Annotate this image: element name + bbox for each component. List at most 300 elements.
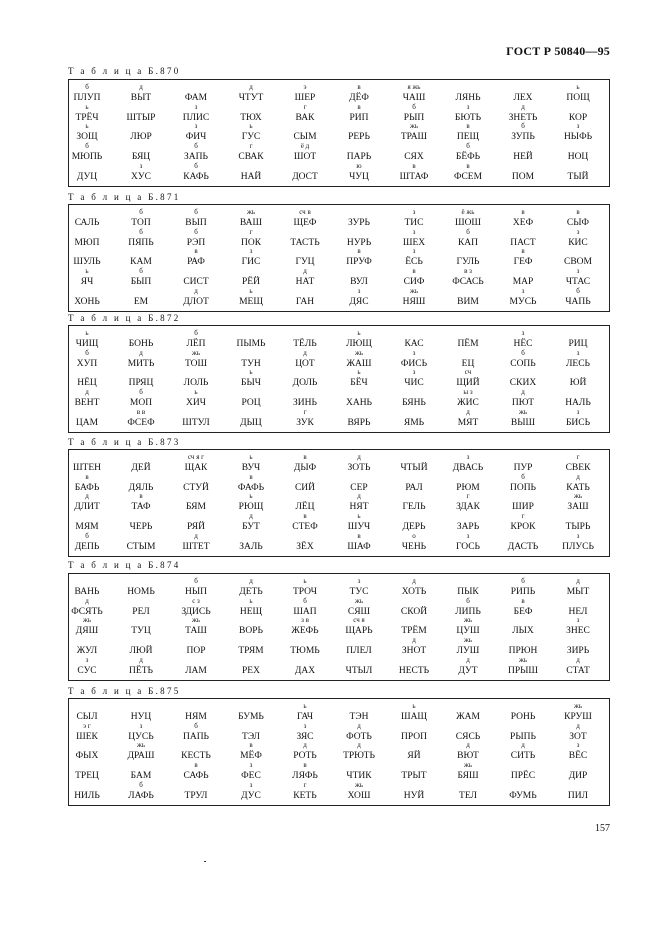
phonetic-marker: б — [85, 532, 89, 540]
table-cell — [441, 741, 495, 762]
word-text: РЕХ — [242, 666, 260, 676]
word-text: КИС — [568, 238, 588, 248]
word-text: ЧТАС — [565, 277, 591, 287]
word-text: ЗДАК — [456, 502, 480, 512]
phonetic-marker: з — [194, 103, 198, 111]
table-cell — [441, 453, 495, 474]
word-text: СВАК — [238, 152, 264, 162]
word-text: ВАК — [295, 113, 315, 123]
word-text: ЗУРЬ — [348, 218, 370, 228]
table-cell — [224, 453, 278, 474]
word-text: ЛУШ — [456, 646, 480, 656]
word-text: СИФ — [403, 277, 425, 287]
table-cell — [441, 597, 495, 618]
phonetic-marker: ь — [249, 453, 253, 461]
phonetic-marker: в — [466, 162, 470, 170]
word-text: ФСЕФ — [127, 418, 155, 428]
table-cell — [332, 388, 386, 409]
word-text: ГУЛЬ — [456, 257, 480, 267]
phonetic-marker: д — [521, 741, 525, 749]
table-cell — [278, 616, 332, 637]
word-text: ЖУЛ — [76, 646, 98, 656]
table-cell — [169, 492, 223, 513]
table-cell — [496, 577, 550, 598]
phonetic-marker: в — [412, 267, 416, 275]
table-cell — [169, 162, 223, 183]
table-cell — [387, 616, 441, 637]
phonetic-marker: жь — [518, 408, 528, 416]
table-cell — [441, 247, 495, 268]
word-text: БЁЧ — [350, 378, 368, 388]
word-text: ДУТ — [458, 666, 478, 676]
word-text: ЗИНЬ — [293, 398, 317, 408]
table-cell — [551, 722, 605, 743]
word-text: ЗАШ — [567, 502, 589, 512]
word-text: НЯТ — [349, 502, 369, 512]
word-text: ВЮТ — [457, 751, 479, 761]
phonetic-marker: жь — [463, 616, 473, 624]
phonetic-marker: з — [412, 368, 416, 376]
table-cell — [332, 349, 386, 370]
word-text: ДЛОТ — [183, 297, 209, 307]
word-text: ШОШ — [454, 218, 482, 228]
phonetic-marker: г — [303, 103, 307, 111]
word-text: ПРЮН — [508, 646, 538, 656]
table-cell — [551, 228, 605, 249]
word-text: ЗУПЬ — [511, 132, 535, 142]
word-text: РАЛ — [405, 483, 423, 493]
word-text: КАТЬ — [566, 483, 590, 493]
table-cell — [496, 473, 550, 494]
word-text: ДЫФ — [293, 463, 317, 473]
table-cell — [224, 781, 278, 802]
word-text: РИЦ — [568, 339, 588, 349]
word-text: БЮТЬ — [454, 113, 482, 123]
table-cell — [332, 368, 386, 389]
word-text: ЯМЬ — [403, 418, 425, 428]
word-text: ТИС — [404, 218, 424, 228]
word-text: ПЛИС — [182, 113, 210, 123]
table-cell — [224, 512, 278, 533]
table-cell — [441, 267, 495, 288]
table-cell — [278, 781, 332, 802]
phonetic-marker: з — [466, 453, 470, 461]
table-cell — [278, 349, 332, 370]
table-cell — [169, 722, 223, 743]
phonetic-marker: жь — [573, 492, 583, 500]
phonetic-marker: ё д — [300, 142, 310, 150]
table-cell — [278, 122, 332, 143]
phonetic-marker: ь — [85, 329, 89, 337]
table-cell — [278, 103, 332, 124]
table-cell — [224, 103, 278, 124]
phonetic-marker: ь — [194, 388, 198, 396]
phonetic-marker: д — [249, 577, 253, 585]
table-label: Т а б л и ц а Б.871 — [68, 192, 181, 202]
table-cell — [551, 781, 605, 802]
table-cell — [496, 349, 550, 370]
phonetic-marker: д — [85, 597, 89, 605]
table-cell — [114, 722, 168, 743]
table-cell — [224, 492, 278, 513]
table-cell — [114, 741, 168, 762]
word-text: ШУЧ — [347, 522, 371, 532]
table-cell — [551, 512, 605, 533]
table-cell — [551, 473, 605, 494]
word-text: ТРЕЦ — [75, 771, 99, 781]
table-cell — [60, 122, 114, 143]
word-text: МЯТ — [457, 418, 479, 428]
word-text: ХОТЬ — [401, 587, 427, 597]
phonetic-marker: жь — [82, 616, 92, 624]
word-text: ЕЦ — [461, 359, 475, 369]
word-text: ДЕРЬ — [402, 522, 426, 532]
word-text: ХОНЬ — [74, 297, 100, 307]
word-text: СИТЬ — [510, 751, 536, 761]
table-cell — [60, 247, 114, 268]
table-cell — [332, 492, 386, 513]
word-text: ЧАПЬ — [565, 297, 591, 307]
word-text: ВАНЬ — [74, 587, 100, 597]
table-cell — [169, 512, 223, 533]
table-cell — [278, 597, 332, 618]
table-cell — [114, 512, 168, 533]
word-text: МЕЩ — [239, 297, 263, 307]
phonetic-marker: ь — [303, 577, 307, 585]
word-text: МЮПЬ — [71, 152, 103, 162]
word-text: ВЁС — [568, 751, 588, 761]
phonetic-marker: сч я — [353, 616, 365, 624]
word-text: ДИР — [568, 771, 588, 781]
table-cell — [224, 267, 278, 288]
phonetic-marker: б — [466, 142, 470, 150]
table-cell — [278, 656, 332, 677]
table-cell — [60, 781, 114, 802]
word-text: ШЕР — [294, 93, 316, 103]
table-cell — [114, 532, 168, 553]
word-text: КАС — [404, 339, 424, 349]
word-text: ПЕЩ — [456, 132, 480, 142]
word-text: ПАРЬ — [346, 152, 372, 162]
table-cell — [551, 162, 605, 183]
phonetic-marker: в — [139, 492, 143, 500]
word-text: ФАФЬ — [237, 483, 265, 493]
table-cell — [224, 761, 278, 782]
word-text: ТОШ — [184, 359, 208, 369]
table-cell — [332, 162, 386, 183]
word-text: МУСЬ — [509, 297, 537, 307]
table-cell — [224, 83, 278, 104]
table-cell — [496, 228, 550, 249]
phonetic-marker: в — [357, 532, 361, 540]
phonetic-marker: г — [249, 142, 253, 150]
word-text: БЫЧ — [241, 378, 261, 388]
table-cell — [496, 741, 550, 762]
word-text: СЕР — [350, 483, 368, 493]
phonetic-marker: г — [466, 492, 470, 500]
word-text: ГУС — [241, 132, 261, 142]
table-cell — [114, 83, 168, 104]
phonetic-marker: з — [576, 741, 580, 749]
table-cell — [332, 512, 386, 533]
table-cell — [278, 267, 332, 288]
table-cell — [60, 83, 114, 104]
word-text: ЧТУТ — [238, 93, 264, 103]
table-cell — [496, 781, 550, 802]
table-cell — [551, 702, 605, 723]
word-text: ДАСТЬ — [507, 542, 539, 552]
word-text: ЮЙ — [569, 378, 587, 388]
page-number: 157 — [595, 823, 610, 834]
table-cell — [387, 368, 441, 389]
table-cell — [332, 741, 386, 762]
table-cell — [551, 577, 605, 598]
phonetic-marker: б — [412, 103, 416, 111]
table-cell — [224, 616, 278, 637]
word-text: РИПЬ — [510, 587, 536, 597]
word-text: ТЫЙ — [567, 172, 589, 182]
table-cell — [387, 453, 441, 474]
phonetic-marker: д — [85, 492, 89, 500]
table-cell — [60, 702, 114, 723]
table-cell — [169, 577, 223, 598]
word-text: ПИЛ — [567, 791, 589, 801]
table-cell — [387, 512, 441, 533]
word-text: ФЕС — [241, 771, 261, 781]
word-text: ГАЧ — [296, 712, 314, 722]
word-text: НЁС — [513, 339, 533, 349]
phonetic-marker: д — [357, 722, 361, 730]
table-cell — [551, 122, 605, 143]
table-cell — [441, 577, 495, 598]
table-cell — [496, 492, 550, 513]
phonetic-marker: жь — [354, 597, 364, 605]
word-text: ЧЕНЬ — [401, 542, 427, 552]
table-cell — [332, 577, 386, 598]
word-text: ЖАШ — [346, 359, 372, 369]
word-text: ТУН — [241, 359, 261, 369]
word-text: ФИЧ — [185, 132, 207, 142]
phonetic-marker: б — [521, 122, 525, 130]
word-text: НЫФЬ — [563, 132, 593, 142]
word-text: СТУЙ — [183, 483, 209, 493]
phonetic-marker: д — [412, 577, 416, 585]
word-text: ШАП — [293, 607, 317, 617]
table-cell — [169, 349, 223, 370]
stray-mark — [204, 861, 206, 862]
table-cell — [278, 368, 332, 389]
phonetic-marker: з — [412, 349, 416, 357]
phonetic-marker: б — [194, 208, 198, 216]
word-text: ДЯШ — [75, 626, 99, 636]
word-text: ПЯПЬ — [128, 238, 154, 248]
word-text: ХОШ — [347, 791, 371, 801]
table-cell — [60, 492, 114, 513]
table-cell — [441, 208, 495, 229]
word-text: ТАСТЬ — [290, 238, 320, 248]
table-cell — [551, 388, 605, 409]
word-text: ТРЯМ — [238, 646, 264, 656]
table-cell — [387, 492, 441, 513]
table-cell — [278, 722, 332, 743]
word-text: СЫФ — [566, 218, 590, 228]
phonetic-marker: д — [521, 103, 525, 111]
word-text: СКИХ — [509, 378, 537, 388]
word-text: ГИС — [241, 257, 261, 267]
table-cell — [60, 287, 114, 308]
table-cell — [169, 702, 223, 723]
phonetic-marker: з — [357, 287, 361, 295]
phonetic-marker: в — [249, 473, 253, 481]
word-text: ПАПЬ — [182, 732, 210, 742]
table-cell — [169, 208, 223, 229]
word-text: ЧЕРЬ — [129, 522, 153, 532]
table-cell — [224, 532, 278, 553]
word-text: ХАНЬ — [345, 398, 373, 408]
phonetic-marker: в — [357, 247, 361, 255]
word-table — [68, 573, 610, 681]
word-text: ГАН — [295, 297, 315, 307]
word-text: НАЙ — [240, 172, 262, 182]
table-cell — [387, 83, 441, 104]
table-cell — [496, 329, 550, 350]
phonetic-marker: д — [466, 656, 470, 664]
word-text: ШУЛЬ — [73, 257, 101, 267]
phonetic-marker: с з — [192, 597, 200, 605]
word-text: ТЁЛЬ — [293, 339, 317, 349]
word-text: ШАЩ — [400, 712, 428, 722]
table-cell — [441, 722, 495, 743]
word-text: ЩАК — [184, 463, 208, 473]
table-cell — [441, 702, 495, 723]
phonetic-marker: з — [576, 408, 580, 416]
table-cell — [551, 616, 605, 637]
table-cell — [60, 228, 114, 249]
table-cell — [224, 349, 278, 370]
word-text: СЯШ — [347, 607, 371, 617]
phonetic-marker: в — [194, 247, 198, 255]
table-cell — [387, 597, 441, 618]
word-text: ТЮМЬ — [290, 646, 320, 656]
word-text: ТРЮТЬ — [343, 751, 375, 761]
phonetic-marker: о — [412, 532, 416, 540]
table-cell — [114, 616, 168, 637]
table-label: Т а б л и ц а Б.873 — [68, 437, 181, 447]
word-text: СЫМ — [293, 132, 317, 142]
table-cell — [114, 702, 168, 723]
word-text: ПАСТ — [510, 238, 536, 248]
word-text: НОЦ — [567, 152, 589, 162]
table-cell — [496, 267, 550, 288]
table-cell — [387, 349, 441, 370]
word-text: ПОЩ — [566, 93, 590, 103]
word-text: ЗИРЬ — [566, 646, 590, 656]
table-cell — [169, 83, 223, 104]
phonetic-marker: б — [139, 267, 143, 275]
table-cell — [169, 473, 223, 494]
phonetic-marker: д — [357, 453, 361, 461]
table-cell — [496, 616, 550, 637]
table-cell — [114, 656, 168, 677]
word-text: ЖАМ — [456, 712, 480, 722]
table-cell — [224, 408, 278, 429]
table-cell — [60, 142, 114, 163]
table-cell — [551, 761, 605, 782]
phonetic-marker: з — [521, 329, 525, 337]
phonetic-marker: з — [576, 349, 580, 357]
word-text: СТЕФ — [292, 522, 318, 532]
table-cell — [332, 228, 386, 249]
table-cell — [387, 228, 441, 249]
table-cell — [387, 329, 441, 350]
table-cell — [224, 473, 278, 494]
table-cell — [551, 636, 605, 657]
word-text: СКОЙ — [400, 607, 428, 617]
table-cell — [496, 532, 550, 553]
document-header: ГОСТ Р 50840—95 — [506, 44, 610, 58]
word-text: БЯНЬ — [402, 398, 426, 408]
phonetic-marker: д — [357, 741, 361, 749]
word-text: СУС — [77, 666, 97, 676]
table-cell — [332, 597, 386, 618]
phonetic-marker: б — [139, 208, 143, 216]
word-text: ТРАШ — [400, 132, 428, 142]
table-cell — [387, 388, 441, 409]
table-cell — [169, 329, 223, 350]
table-cell — [496, 722, 550, 743]
phonetic-marker: б — [466, 228, 470, 236]
table-cell — [224, 741, 278, 762]
table-cell — [114, 492, 168, 513]
word-text: ФЫХ — [75, 751, 99, 761]
table-cell — [551, 597, 605, 618]
word-text: МОП — [129, 398, 153, 408]
phonetic-marker: з — [576, 228, 580, 236]
table-cell — [551, 453, 605, 474]
phonetic-marker: з — [139, 162, 143, 170]
word-text: ВУЛ — [350, 277, 368, 287]
table-cell — [278, 577, 332, 598]
table-cell — [441, 162, 495, 183]
word-text: РАФ — [187, 257, 205, 267]
word-text: РЕЛ — [132, 607, 150, 617]
table-cell — [169, 636, 223, 657]
table-cell — [169, 741, 223, 762]
word-text: НАТ — [295, 277, 315, 287]
word-text: БЯЦ — [131, 152, 151, 162]
table-cell — [496, 103, 550, 124]
word-text: ХИЧ — [186, 398, 206, 408]
table-cell — [332, 103, 386, 124]
phonetic-marker: з — [466, 103, 470, 111]
word-text: ДЕПЬ — [74, 542, 100, 552]
word-text: ТУЦ — [131, 626, 151, 636]
table-cell — [496, 247, 550, 268]
word-text: СИСТ — [183, 277, 209, 287]
phonetic-marker: д — [303, 741, 307, 749]
word-text: ЩАРЬ — [345, 626, 373, 636]
phonetic-marker: ь — [85, 103, 89, 111]
table-cell — [551, 142, 605, 163]
table-cell — [441, 532, 495, 553]
table-cell — [114, 408, 168, 429]
word-text: СВОМ — [564, 257, 592, 267]
word-text: ВЫШ — [510, 418, 536, 428]
word-text: СВЕК — [565, 463, 591, 473]
table-cell — [278, 83, 332, 104]
table-cell — [60, 349, 114, 370]
table-cell — [224, 142, 278, 163]
